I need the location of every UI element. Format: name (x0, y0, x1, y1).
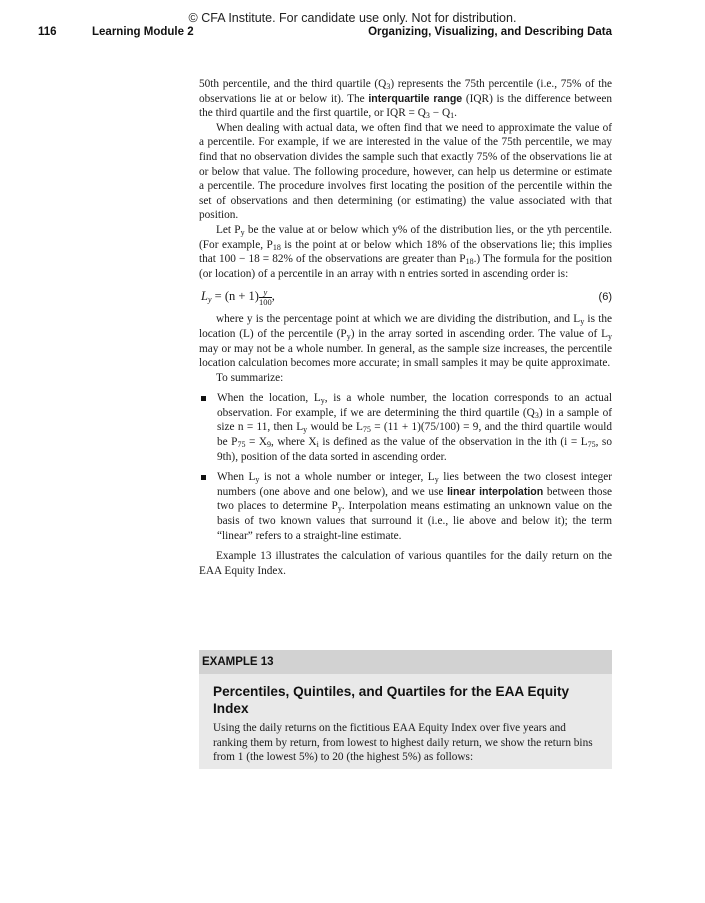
paragraph-example-intro: Example 13 illustrates the calculation of various quantiles for the daily return on the EAA Equity Index. (199, 550, 612, 577)
page-number: 116 (38, 26, 57, 38)
bullet-square-icon (201, 475, 206, 480)
list-item: When the location, $L_y$, is a whole number, the location corresponds to an actual observation. For example, if we are determining the third quartile $(Q_3)$ in a sample of size n = 11, then $L_y$ would be $L_{75} = (11 + 1)(75/100) = 9$, and the third quartile would be $P_{75} = X_9$, where $X_i$ is defined as the value of the observation in the ith ($i = L_{75}$, so 9th), position of the data sorted in ascending order. (199, 391, 612, 464)
equation-number: (6) (598, 291, 612, 304)
bullet-square-icon (201, 396, 206, 401)
paragraph-approximation: When dealing with actual data, we often find that we need to approximate the value of a percentile. For example, if we are interested in the value of the 75th percentile, we may find that no observation divides the sample such that exactly 75% of the observations lie at or below that value. The following procedure, however, can help us determine or estimate a percentile. The procedure involves first locating the position of the percentile within the set of observations and then determining (or estimating) the value associated with that position. (199, 121, 612, 222)
paragraph-formula-explanation: where y is the percentage point at which we are dividing the distribution, and $L_y$ is the location (L) of the percentile $(P_y)$ in the array sorted in ascending order. The value of $L_y$ may or may not be a whole number. In general, as the sample size increases, the percentile location calculation becomes more accurate; in small samples it may be quite approximate. (199, 313, 612, 370)
example-label: EXAMPLE 13 (199, 650, 612, 674)
paragraph-percentile-definition: Let $P_y$ be the value at or below which y% of the distribution lies, or the yth percentile. (For example, $P_{18}$ is the point at or below which 18% of the observations lie; this implies that 100 − 18 = 82% of the observations are greater than $P_{18}$.) The formula for the position (or location) of a percentile in an array with n entries sorted in ascending order is: (199, 223, 612, 280)
percentile-location-formula: $L_y = (n + 1)$ $\frac{y}{100}$ , (6) (201, 287, 612, 308)
body-text (199, 77, 612, 578)
module-label: Learning Module 2 (92, 26, 194, 38)
term-interquartile-range: interquartile range (368, 92, 463, 105)
example-body (199, 674, 612, 769)
example-box (199, 650, 612, 769)
example-title: Percentiles, Quintiles, and Quartiles for the EAA Equity Index (213, 684, 570, 716)
summary-list (199, 391, 612, 543)
running-head (38, 26, 612, 42)
paragraph-quartiles: 50th percentile, and the third quartile $(Q_3)$ represents the 75th percentile (i.e., 75% of the observations lie at or below it). The interquartile range (IQR) is the difference between the third quartile and the first quartile, or IQR = $Q_3 - Q_1$. (199, 78, 612, 121)
list-item: When $L_y$ is not a whole number or integer, $L_y$ lies between the two closest integer numbers (one above and one below), and we use linear interpolation between those two places to determine $P_y$. Interpolation means estimating an unknown value on the basis of two known values that surround it (i.e., lie above and below it); the term “linear” refers to a straight-line estimate. (199, 470, 612, 543)
example-text: Using the daily returns on the fictitious EAA Equity Index over five years and ranking them by return, from lowest to highest daily return, we show the return bins from 1 (the lowest 5%) to 20 (the highest 5%) as follows: (213, 722, 593, 764)
section-title: Organizing, Visualizing, and Describing Data (368, 26, 612, 38)
term-linear-interpolation: linear interpolation (447, 485, 544, 498)
watermark: © CFA Institute. For candidate use only. Not for distribution. (188, 11, 517, 25)
paragraph-summary-intro: To summarize: (216, 371, 284, 384)
